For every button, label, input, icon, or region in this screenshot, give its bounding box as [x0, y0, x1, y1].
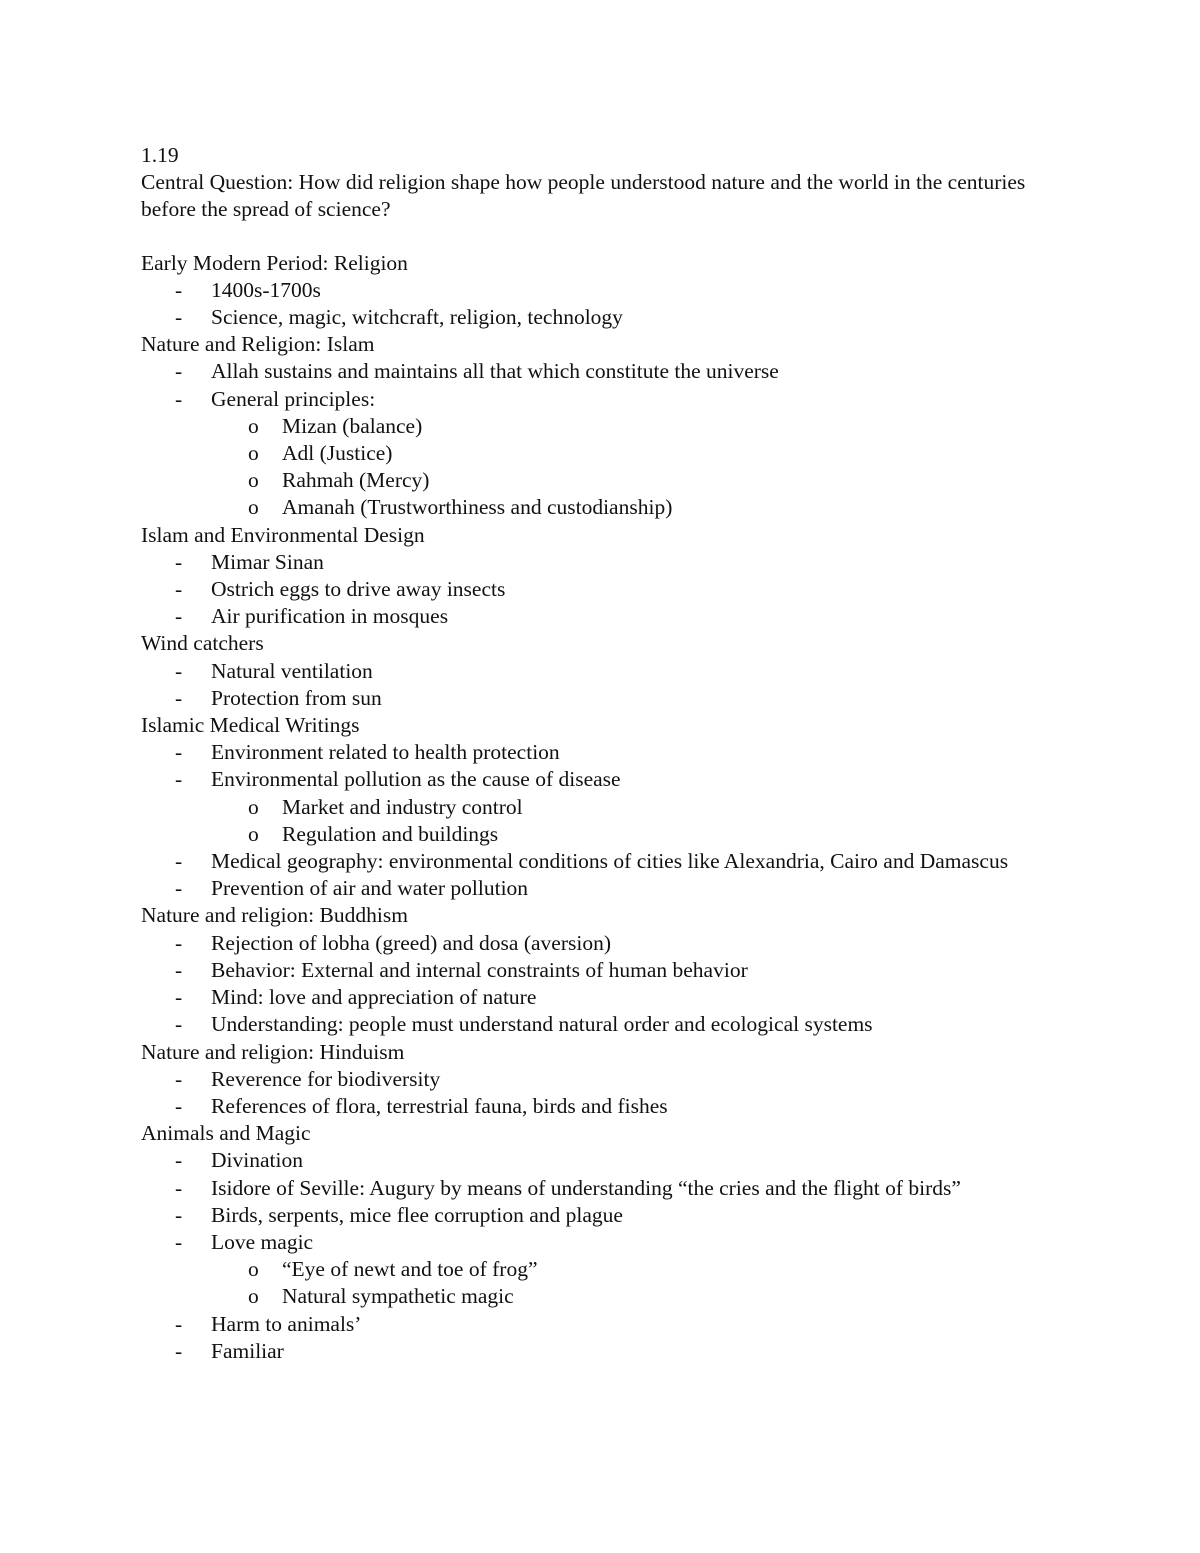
section-heading: Nature and religion: Buddhism	[141, 903, 408, 928]
bullet-item	[141, 603, 1041, 630]
bullet-item	[141, 386, 1041, 413]
bullet-text: General principles:	[211, 386, 376, 411]
circle-bullet-icon: o	[248, 495, 259, 520]
sub-bullet-item	[141, 413, 1041, 440]
section-heading: Islam and Environmental Design	[141, 522, 425, 547]
lecture-date: 1.19	[141, 143, 179, 167]
bullet-item	[141, 304, 1041, 331]
bullet-text: Love magic	[211, 1229, 314, 1254]
bullet-item	[141, 930, 1041, 957]
bullet-item	[141, 1311, 1041, 1338]
dash-bullet-icon: -	[175, 549, 183, 574]
circle-bullet-icon: o	[248, 468, 259, 493]
bullet-item	[141, 766, 1041, 793]
sub-bullet-item	[141, 467, 1041, 494]
bullet-text: Allah sustains and maintains all that which constitute the universe	[211, 359, 779, 384]
bullet-text: Science, magic, witchcraft, religion, technology	[211, 305, 623, 330]
bullet-text: Adl (Justice)	[282, 441, 393, 466]
dash-bullet-icon: -	[175, 1175, 183, 1200]
bullet-text: Rejection of lobha (greed) and dosa (aversion)	[211, 930, 611, 955]
dash-bullet-icon: -	[175, 1148, 183, 1173]
dash-bullet-icon: -	[175, 1093, 183, 1118]
bullet-item	[141, 576, 1041, 603]
sub-bullet-item	[141, 1256, 1041, 1283]
bullet-text: Amanah (Trustworthiness and custodianship)	[282, 495, 673, 520]
bullet-text: Reverence for biodiversity	[211, 1066, 441, 1091]
circle-bullet-icon: o	[248, 794, 259, 819]
circle-bullet-icon: o	[248, 1257, 259, 1282]
bullet-text: Environment related to health protection	[211, 740, 560, 765]
dash-bullet-icon: -	[175, 876, 183, 901]
circle-bullet-icon: o	[248, 413, 259, 438]
dash-bullet-icon: -	[175, 767, 183, 792]
bullet-item	[141, 1011, 1041, 1038]
sub-bullet-item	[141, 794, 1041, 821]
document-page	[141, 142, 1041, 1365]
dash-bullet-icon: -	[175, 1311, 183, 1336]
bullet-text: Mimar Sinan	[211, 549, 324, 574]
spacer	[141, 224, 1041, 250]
bullet-item	[141, 1066, 1041, 1093]
section-heading: Nature and religion: Hinduism	[141, 1039, 405, 1064]
sub-bullet-item	[141, 1283, 1041, 1310]
circle-bullet-icon: o	[248, 1284, 259, 1309]
bullet-item	[141, 875, 1041, 902]
bullet-text: Environmental pollution as the cause of disease	[211, 767, 621, 792]
dash-bullet-icon: -	[175, 1229, 183, 1254]
bullet-text: Understanding: people must understand natural order and ecological systems	[211, 1012, 873, 1037]
bullet-text: Rahmah (Mercy)	[282, 468, 430, 493]
sub-bullet-item	[141, 821, 1041, 848]
bullet-item	[141, 358, 1041, 385]
dash-bullet-icon: -	[175, 849, 183, 874]
bullet-text: Familiar	[211, 1338, 284, 1363]
bullet-text: Natural ventilation	[211, 658, 373, 683]
dash-bullet-icon: -	[175, 305, 183, 330]
bullet-item	[141, 277, 1041, 304]
dash-bullet-icon: -	[175, 1012, 183, 1037]
bullet-item	[141, 1229, 1041, 1256]
bullet-text: Ostrich eggs to drive away insects	[211, 577, 506, 602]
bullet-text: Market and industry control	[282, 794, 523, 819]
circle-bullet-icon: o	[248, 821, 259, 846]
bullet-text: Mind: love and appreciation of nature	[211, 985, 537, 1010]
bullet-text: “Eye of newt and toe of frog”	[282, 1257, 538, 1282]
central-question: Central Question: How did religion shape how people understood nature and the world in the centuries before the spread of science?	[141, 170, 1026, 222]
bullet-text: Mizan (balance)	[282, 413, 423, 438]
bullet-text: Natural sympathetic magic	[282, 1284, 514, 1309]
dash-bullet-icon: -	[175, 386, 183, 411]
dash-bullet-icon: -	[175, 685, 183, 710]
bullet-text: Protection from sun	[211, 685, 382, 710]
bullet-text: Prevention of air and water pollution	[211, 876, 529, 901]
bullet-item	[141, 1093, 1041, 1120]
bullet-text: Harm to animals’	[211, 1311, 362, 1336]
bullet-item	[141, 685, 1041, 712]
dash-bullet-icon: -	[175, 985, 183, 1010]
dash-bullet-icon: -	[175, 930, 183, 955]
dash-bullet-icon: -	[175, 604, 183, 629]
sub-bullet-item	[141, 440, 1041, 467]
dash-bullet-icon: -	[175, 740, 183, 765]
bullet-text: Divination	[211, 1148, 303, 1173]
dash-bullet-icon: -	[175, 1338, 183, 1363]
dash-bullet-icon: -	[175, 957, 183, 982]
section-heading: Islamic Medical Writings	[141, 713, 360, 738]
circle-bullet-icon: o	[248, 441, 259, 466]
bullet-item	[141, 848, 1041, 875]
section-heading: Nature and Religion: Islam	[141, 332, 375, 357]
bullet-item	[141, 549, 1041, 576]
notes-outline	[141, 250, 1041, 1365]
dash-bullet-icon: -	[175, 277, 183, 302]
section-heading: Wind catchers	[141, 631, 264, 656]
bullet-item	[141, 739, 1041, 766]
dash-bullet-icon: -	[175, 577, 183, 602]
bullet-text: Regulation and buildings	[282, 821, 499, 846]
bullet-text: 1400s-1700s	[211, 277, 321, 302]
bullet-item	[141, 957, 1041, 984]
dash-bullet-icon: -	[175, 1202, 183, 1227]
dash-bullet-icon: -	[175, 1066, 183, 1091]
bullet-text: Medical geography: environmental conditions of cities like Alexandria, Cairo and Damascus	[211, 849, 1009, 874]
bullet-item	[141, 1202, 1041, 1229]
bullet-text: Behavior: External and internal constraints of human behavior	[211, 957, 748, 982]
bullet-item	[141, 1175, 1041, 1202]
sub-bullet-item	[141, 494, 1041, 521]
section-heading: Animals and Magic	[141, 1121, 311, 1146]
dash-bullet-icon: -	[175, 359, 183, 384]
bullet-text: Air purification in mosques	[211, 604, 449, 629]
dash-bullet-icon: -	[175, 658, 183, 683]
section-heading: Early Modern Period: Religion	[141, 250, 408, 275]
bullet-text: Isidore of Seville: Augury by means of understanding “the cries and the flight of birds”	[211, 1175, 961, 1200]
bullet-item	[141, 984, 1041, 1011]
bullet-text: Birds, serpents, mice flee corruption and plague	[211, 1202, 623, 1227]
bullet-item	[141, 658, 1041, 685]
bullet-item	[141, 1147, 1041, 1174]
bullet-text: References of flora, terrestrial fauna, birds and fishes	[211, 1093, 668, 1118]
bullet-item	[141, 1338, 1041, 1365]
